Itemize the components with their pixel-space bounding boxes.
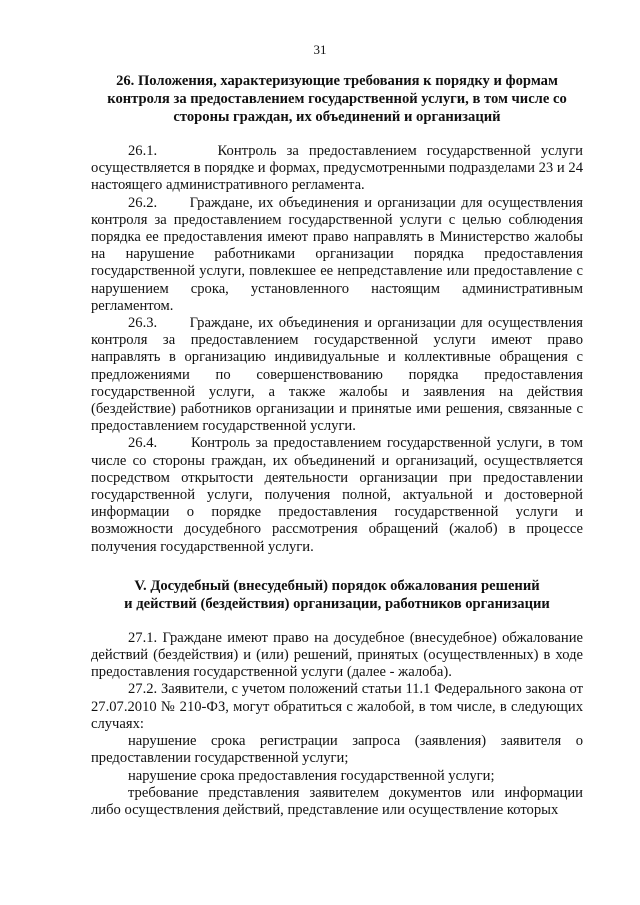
section-26-title bbox=[91, 72, 583, 126]
page-number: 31 bbox=[313, 42, 327, 57]
section-v-title bbox=[91, 577, 583, 613]
paragraph-27-2: 27.2. Заявители, с учетом положений статьи 11.1 Федерального закона от 27.07.2010 № 210-ФЗ, могут обратиться с жалобой, в том числе, в следующих случаях: bbox=[91, 681, 583, 732]
page-content bbox=[91, 72, 583, 819]
section-26-title-line: 26. Положения, характеризующие требования к порядку и формам bbox=[116, 73, 558, 89]
list-item: нарушение срока регистрации запроса (заявления) заявителя о предоставлении государственной услуги; bbox=[91, 733, 583, 767]
section-v-title-line: V. Досудебный (внесудебный) порядок обжалования решений bbox=[134, 577, 540, 594]
section-26-title-line: стороны граждан, их объединений и организаций bbox=[173, 109, 501, 125]
paragraph-27-1: 27.1. Граждане имеют право на досудебное (внесудебное) обжалование действий (бездействия) и (или) решений, принятых (осуществленных) в ходе предоставления государственной услуги (далее - жалоба). bbox=[91, 629, 583, 681]
list-item: нарушение срока предоставления государственной услуги; bbox=[128, 767, 495, 784]
paragraph-26-2: 26.2. Граждане, их объединения и организации для осуществления контроля за предоставлением государственной услуги с целью соблюдения порядка ее предоставления имеют право направлять в Министерство жалобы на нарушение работниками организации порядка предоставления государственной услуги, повлекшее ее непредставление или предоставление с нарушением срока, установленного настоящим административным регламентом. bbox=[91, 194, 583, 314]
list-item: требование представления заявителем документов или информации либо осуществления действий, представление или осуществление которых bbox=[91, 784, 583, 818]
paragraph-26-1: 26.1. Контроль за предоставлением государственной услуги осуществляется в порядке и формах, предусмотренными подразделами 23 и 24 настоящего административного регламента. bbox=[91, 143, 583, 194]
paragraph-26-4: 26.4. Контроль за предоставлением государственной услуги, в том числе со стороны граждан, их объединений и организаций, осуществляется посредством открытости деятельности организации при предоставлении государственной услуги, получения полной, актуальной и достоверной информации о порядке предоставления государственной услуги и возможности досудебного рассмотрения обращений (жалоб) в процессе получения государственной услуги. bbox=[91, 435, 583, 555]
section-26-title-line: контроля за предоставлением государственной услуги, в том числе со bbox=[107, 91, 567, 107]
paragraph-26-3: 26.3. Граждане, их объединения и организации для осуществления контроля за предоставлением государственной услуги имеют право направлять в организацию индивидуальные и коллективные обращения с предложениями по совершенствованию порядка предоставления государственной услуги, а также жалобы и заявления на действия (бездействие) работников организации и принятые ими решения, связанные с предоставлением государственной услуги. bbox=[91, 315, 583, 435]
section-26-body bbox=[91, 143, 583, 556]
section-v-title-line: и действий (бездействия) организации, работников организации bbox=[124, 595, 550, 612]
section-v-body bbox=[91, 630, 583, 819]
